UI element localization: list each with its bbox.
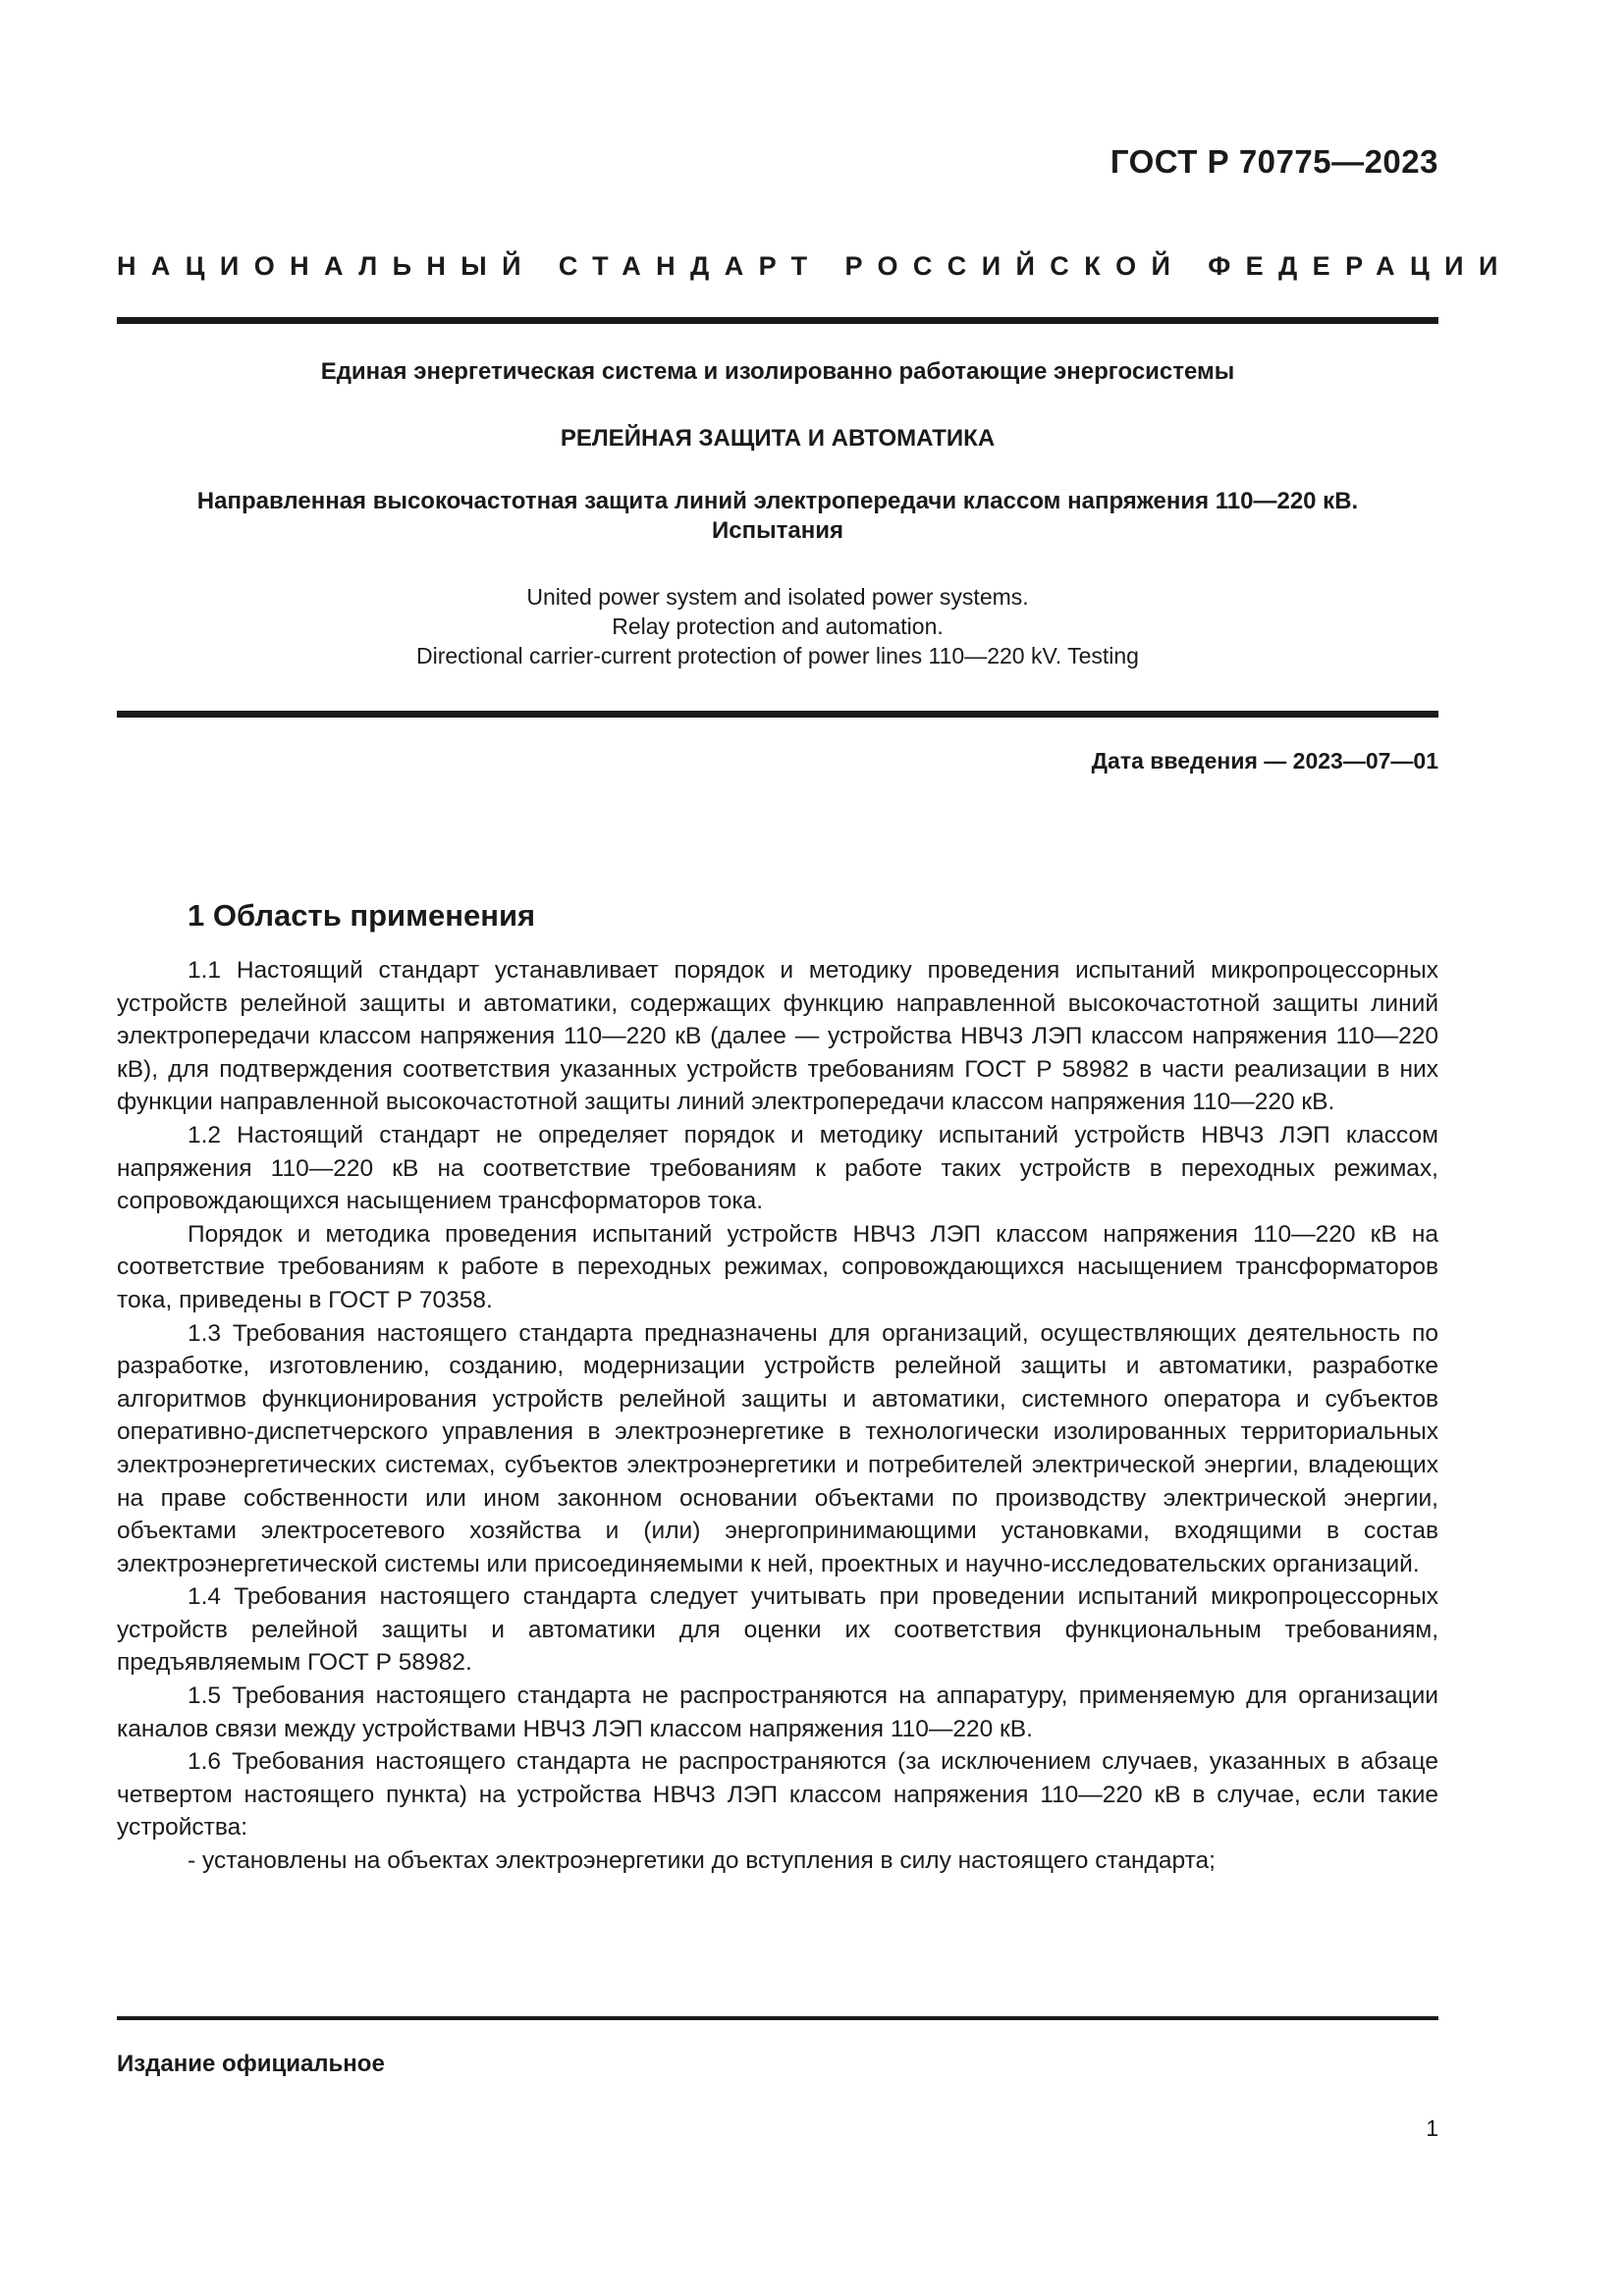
paragraph: Порядок и методика проведения испытаний устройств НВЧЗ ЛЭП классом напряжения 110—220 кВ на соответствие требованиям к работе в переходных режимах, сопровождающихся насыщением трансформаторов тока, приведены в ГОСТ Р 70358. [117, 1220, 1438, 1313]
section-title: 1 Область применения [188, 898, 536, 933]
title-divider [117, 711, 1438, 718]
english-title [117, 582, 1438, 670]
english-title-line-2: Relay protection and automation. [612, 614, 944, 639]
paragraph: 1.5 Требования настоящего стандарта не распространяются на аппаратуру, применяемую для организации каналов связи между устройствами НВЧЗ ЛЭП классом напряжения 110—220 кВ. [117, 1682, 1438, 1742]
section-body [117, 954, 1438, 1878]
document-page [117, 0, 1513, 2296]
standard-designation: ГОСТ Р 70775—2023 [1110, 143, 1438, 180]
paragraph: 1.4 Требования настоящего стандарта следует учитывать при проведении испытаний микропроцессорных устройств релейной защиты и автоматики для оценки их соответствия функциональным требованиям, предъявляемым ГОСТ Р 58982. [117, 1583, 1438, 1677]
title-relay-protection: РЕЛЕЙНАЯ ЗАЩИТА И АВТОМАТИКА [560, 425, 996, 452]
paragraph: 1.6 Требования настоящего стандарта не распространяются (за исключением случаев, указанных в абзаце четвертом настоящего пункта) на устройства НВЧЗ ЛЭП классом напряжения 110—220 кВ в случае, если такие устройства: [117, 1748, 1438, 1842]
national-standard-heading: НАЦИОНАЛЬНЫЙ СТАНДАРТ РОССИЙСКОЙ ФЕДЕРАЦИИ [117, 251, 1513, 281]
paragraph: 1.1 Настоящий стандарт устанавливает порядок и методику проведения испытаний микропроцессорных устройств релейной защиты и автоматики, содержащих функцию направленной высокочастотной защиты линий электропередачи классом напряжения 110—220 кВ (далее — устройства НВЧЗ ЛЭП классом напряжения 110—220 кВ), для подтверждения соответствия указанных устройств требованиям ГОСТ Р 58982 в части реализации в них функции направленной высокочастотной защиты линий электропередачи классом напряжения 110—220 кВ. [117, 957, 1438, 1116]
official-edition-label: Издание официальное [117, 2051, 385, 2077]
paragraph: 1.2 Настоящий стандарт не определяет порядок и методику испытаний устройств НВЧЗ ЛЭП классом напряжения 110—220 кВ на соответствие требованиям к работе таких устройств в переходных режимах, сопровождающихся насыщением трансформаторов тока. [117, 1121, 1438, 1215]
top-divider [117, 317, 1438, 324]
page-number: 1 [1426, 2115, 1438, 2141]
title-system: Единая энергетическая система и изолированно работающие энергосистемы [320, 358, 1235, 385]
paragraph: - установлены на объектах электроэнергетики до вступления в силу настоящего стандарта; [188, 1847, 1216, 1875]
title-subject-line: Направленная высокочастотная защита линий электропередачи классом напряжения 110—220 кВ. [196, 488, 1359, 514]
introduction-date: Дата введения — 2023—07—01 [1091, 748, 1438, 774]
title-subject [117, 487, 1438, 546]
title-subject-testing: Испытания [712, 517, 843, 544]
english-title-line-3: Directional carrier-current protection of power lines 110—220 kV. Testing [416, 643, 1139, 668]
footer-divider [117, 2016, 1438, 2020]
paragraph: 1.3 Требования настоящего стандарта предназначены для организаций, осуществляющих деятельность по разработке, изготовлению, созданию, модернизации устройств релейной защиты и автоматики, разработке алгоритмов функционирования устройств релейной защиты и автоматики, системного оператора и субъектов оперативно-диспетчерского управления в электроэнергетике в технологически изолированных территориальных электроэнергетических системах, субъектов электроэнергетики и потребителей электрической энергии, владеющих на праве собственности или ином законном основании объектами по производству электрической энергии, объектами электросетевого хозяйства и (или) энергопринимающими установками, входящими в состав электроэнергетической системы или присоединяемыми к ней, проектных и научно-исследовательских организаций. [117, 1319, 1438, 1577]
english-title-line-1: United power system and isolated power systems. [526, 584, 1029, 610]
